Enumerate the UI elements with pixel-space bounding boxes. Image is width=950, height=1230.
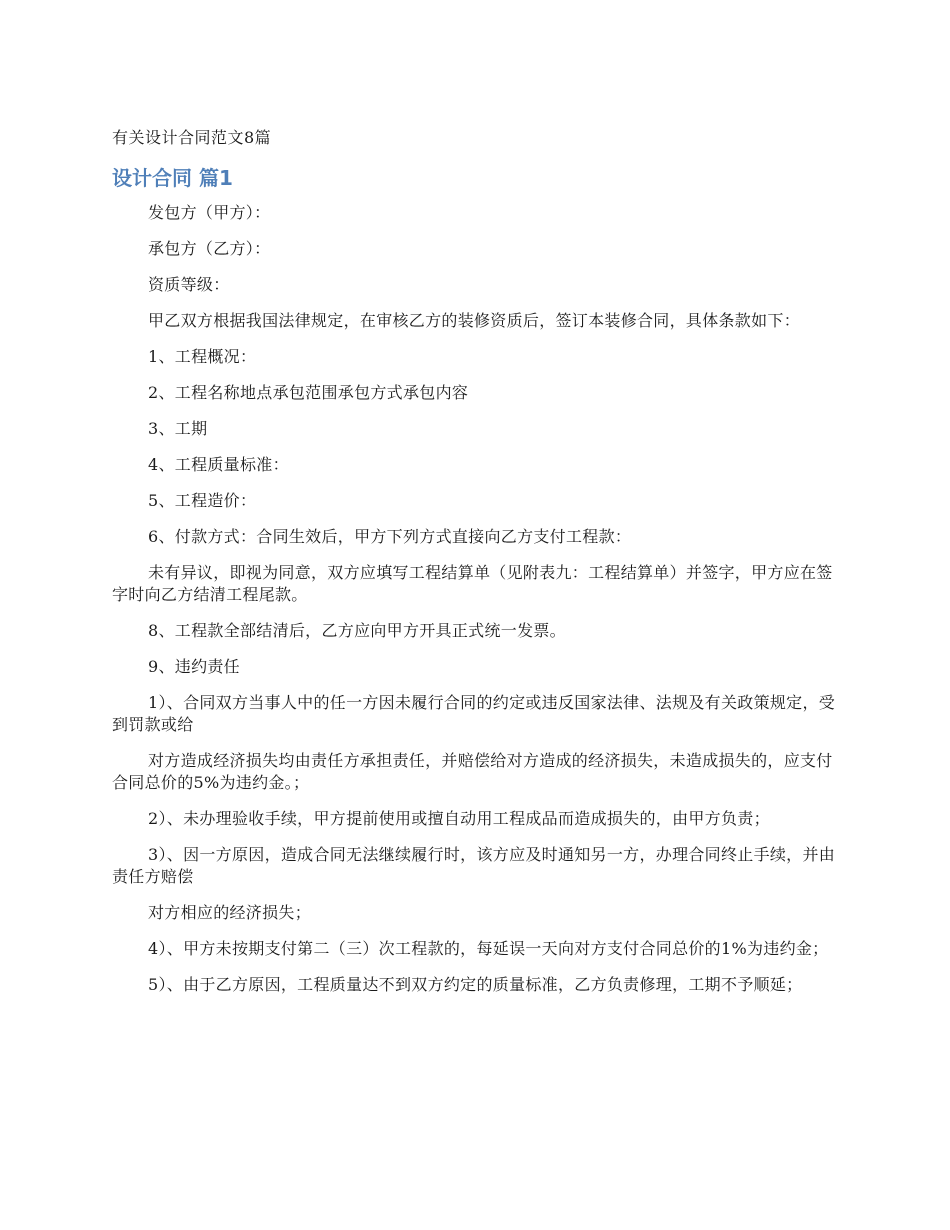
paragraph-intro: 甲乙双方根据我国法律规定，在审核乙方的装修资质后，签订本装修合同，具体条款如下： bbox=[148, 311, 801, 330]
paragraph-party-a: 发包方（甲方）： bbox=[148, 203, 271, 222]
paragraph-settlement: 未有异议，即视为同意，双方应填写工程结算单（见附表九：工程结算单）并签字，甲方应在签字时向乙方结清工程尾款。 bbox=[112, 563, 833, 604]
paragraph-liability-2: 2）、未办理验收手续，甲方提前使用或擅自动用工程成品而造成损失的，由甲方负责； bbox=[148, 809, 770, 828]
document-title: 有关设计合同范文8篇 bbox=[112, 128, 272, 147]
section-heading: 设计合同 篇1 bbox=[112, 166, 233, 190]
paragraph-liability-3-cont: 对方相应的经济损失； bbox=[148, 903, 312, 922]
paragraph-clause-9: 9、违约责任 bbox=[148, 657, 240, 676]
paragraph-clause-6: 6、付款方式：合同生效后，甲方下列方式直接向乙方支付工程款： bbox=[148, 527, 632, 546]
paragraph-clause-3: 3、工期 bbox=[148, 419, 208, 438]
paragraph-liability-5: 5）、由于乙方原因，工程质量达不到双方约定的质量标准，乙方负责修理，工期不予顺延； bbox=[148, 975, 803, 994]
paragraph-clause-8: 8、工程款全部结清后，乙方应向甲方开具正式统一发票。 bbox=[148, 621, 566, 640]
paragraph-clause-1: 1、工程概况： bbox=[148, 347, 257, 366]
paragraph-liability-1-cont: 对方造成经济损失均由责任方承担责任，并赔偿给对方造成的经济损失，未造成损失的，应支付合同总价的5%为违约金。； bbox=[112, 751, 833, 792]
paragraph-clause-4: 4、工程质量标准： bbox=[148, 455, 289, 474]
paragraph-party-b: 承包方（乙方）： bbox=[148, 239, 271, 258]
paragraph-liability-3: 3）、因一方原因，造成合同无法继续履行时，该方应及时通知另一方，办理合同终止手续，并由责任方赔偿 bbox=[112, 845, 836, 886]
paragraph-clause-2: 2、工程名称地点承包范围承包方式承包内容 bbox=[148, 383, 469, 402]
paragraph-clause-5: 5、工程造价： bbox=[148, 491, 257, 510]
paragraph-qualification: 资质等级： bbox=[148, 275, 230, 294]
document-body bbox=[112, 202, 840, 1010]
paragraph-liability-4: 4）、甲方未按期支付第二（三）次工程款的，每延误一天向对方支付合同总价的1%为违约金； bbox=[148, 939, 829, 958]
paragraph-liability-1: 1）、合同双方当事人中的任一方因未履行合同的约定或违反国家法律、法规及有关政策规定，受到罚款或给 bbox=[112, 693, 836, 734]
